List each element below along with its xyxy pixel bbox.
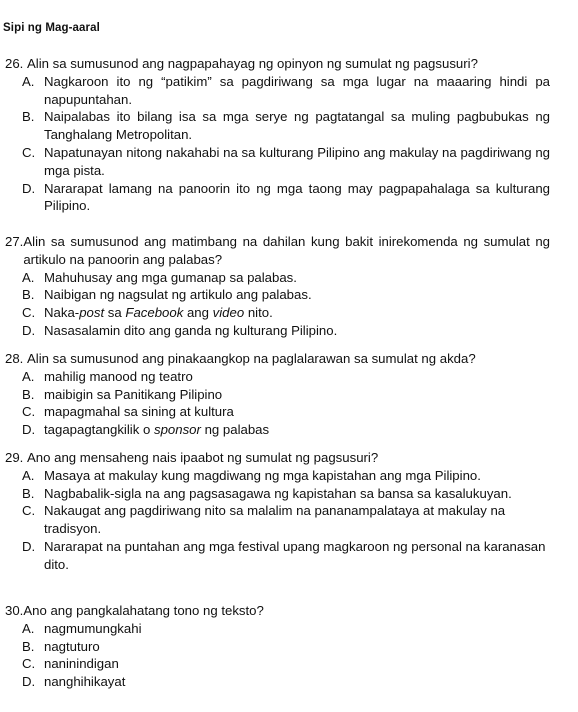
question-stem [5,350,550,368]
choice-letter: B. [22,638,35,654]
choice-text: Naipalabas ito bilang isa sa mga serye ng pagtatangal sa muling pagbubukas ng Tanghalang Metropolitan. [44,109,550,143]
page-header: Sipi ng Mag-aaral [3,22,100,34]
question-26 [5,55,550,215]
choice-letter: A. [22,467,35,483]
question-text: Alin sa sumusunod ang nagpapahayag ng opinyon ng sumulat ng pagsusuri? [27,56,478,71]
choice-letter: C. [22,404,36,420]
choice-text: mapagmahal sa sining at kultura [44,404,234,420]
text-run-italic: post [79,305,105,321]
choice-c [22,502,550,538]
question-number: 29. [5,450,27,465]
choice-letter: C. [22,305,36,321]
choice-letter: A. [22,620,35,636]
choice-c [22,144,550,180]
choice-text: Nararapat na puntahan ang mga festival upang magkaroon ng personal na karanasan dito. [44,538,546,572]
question-stem [5,233,550,269]
text-run-italic: Facebook [125,305,184,321]
text-run-italic: video [212,305,245,321]
choice-text: nagmumungkahi [44,620,142,636]
choice-letter: A. [22,73,35,89]
choice-text: naninindigan [44,656,119,672]
choice-text: Masaya at makulay kung magdiwang ng mga kapistahan ang mga Pilipino. [44,467,481,483]
choice-c [22,304,550,322]
choice-b [22,386,550,404]
choice-letter: D. [22,538,36,554]
question-text: Ano ang pangkalahatang tono ng teksto? [23,603,264,618]
question-stem [5,602,550,620]
text-run: ang [183,305,213,321]
choice-letter: A. [22,368,35,384]
choice-text: Nakaugat ang pagdiriwang nito sa malalim na pananampalataya at makulay na tradisyon. [44,503,506,537]
question-text: Alin sa sumusunod ang matimbang na dahilan kung bakit inirekomenda ng sumulat ng artikulo na panoorin ang palabas? [23,234,550,267]
choice-text [44,421,550,439]
choice-d [22,180,550,216]
choice-a [22,73,550,109]
choice-a [22,269,550,287]
choice-letter: C. [22,144,36,160]
choice-text: Nasasalamin dito ang ganda ng kulturang Pilipino. [44,322,338,338]
choice-c [22,655,550,673]
choice-text: Nararapat lamang na panoorin ito ng mga taong may pagpapahalaga sa kulturang Pilipino. [44,180,550,214]
choice-d [22,421,550,439]
choice-letter: D. [22,422,36,438]
choice-b [22,108,550,144]
question-text: Ano ang mensaheng nais ipaabot ng sumulat ng pagsusuri? [27,450,379,465]
question-stem [5,55,550,73]
question-number: 27. [5,234,24,249]
choice-a [22,620,550,638]
choice-letter: D. [22,674,36,690]
choice-letter: C. [22,656,36,672]
choice-text: maibigin sa Panitikang Pilipino [44,386,223,402]
choice-letter: C. [22,503,36,519]
choice-text: nagtuturo [44,638,100,654]
choice-letter: D. [22,180,36,196]
question-29 [5,449,550,574]
choice-letter: B. [22,109,35,125]
text-run: tagapagtangkilik o [44,422,154,438]
choice-text: Nagbabalik-sigla na ang pagsasagawa ng kapistahan sa bansa sa kasalukuyan. [44,485,512,501]
choice-a [22,467,550,485]
choice-letter: B. [22,485,35,501]
choice-text: Nagkaroon ito ng “patikim” sa pagdiriwang sa mga lugar na maaaring hindi pa napupuntahan. [44,73,550,107]
question-number: 28. [5,351,27,366]
text-run-italic: sponsor [153,422,201,438]
question-number: 30. [5,603,24,618]
text-run: ng palabas [200,422,270,438]
choice-d [22,673,550,691]
choice-text [44,304,550,322]
question-text: Alin sa sumusunod ang pinakaangkop na paglalarawan sa sumulat ng akda? [27,351,476,366]
text-run: sa [104,305,126,321]
choice-letter: A. [22,269,35,285]
choice-text: Napatunayan nitong nakahabi na sa kulturang Pilipino ang makulay na pagdiriwang ng mga pista. [44,144,550,178]
choice-d [22,538,550,574]
text-run: Naka- [44,305,80,321]
choice-letter: D. [22,322,36,338]
choice-c [22,403,550,421]
question-30 [5,602,550,691]
choice-text: mahilig manood ng teatro [44,368,193,384]
choice-b [22,286,550,304]
question-28 [5,350,550,439]
choice-b [22,485,550,503]
question-stem [5,449,550,467]
choice-b [22,638,550,656]
question-27 [5,233,550,340]
choice-text: nanghihikayat [44,674,126,690]
choice-d [22,322,550,340]
choice-text: Mahuhusay ang mga gumanap sa palabas. [44,269,297,285]
choice-text: Naibigan ng nagsulat ng artikulo ang palabas. [44,287,312,303]
question-number: 26. [5,56,27,71]
choice-letter: B. [22,287,35,303]
choice-a [22,368,550,386]
text-run: nito. [244,305,273,321]
choice-letter: B. [22,386,35,402]
